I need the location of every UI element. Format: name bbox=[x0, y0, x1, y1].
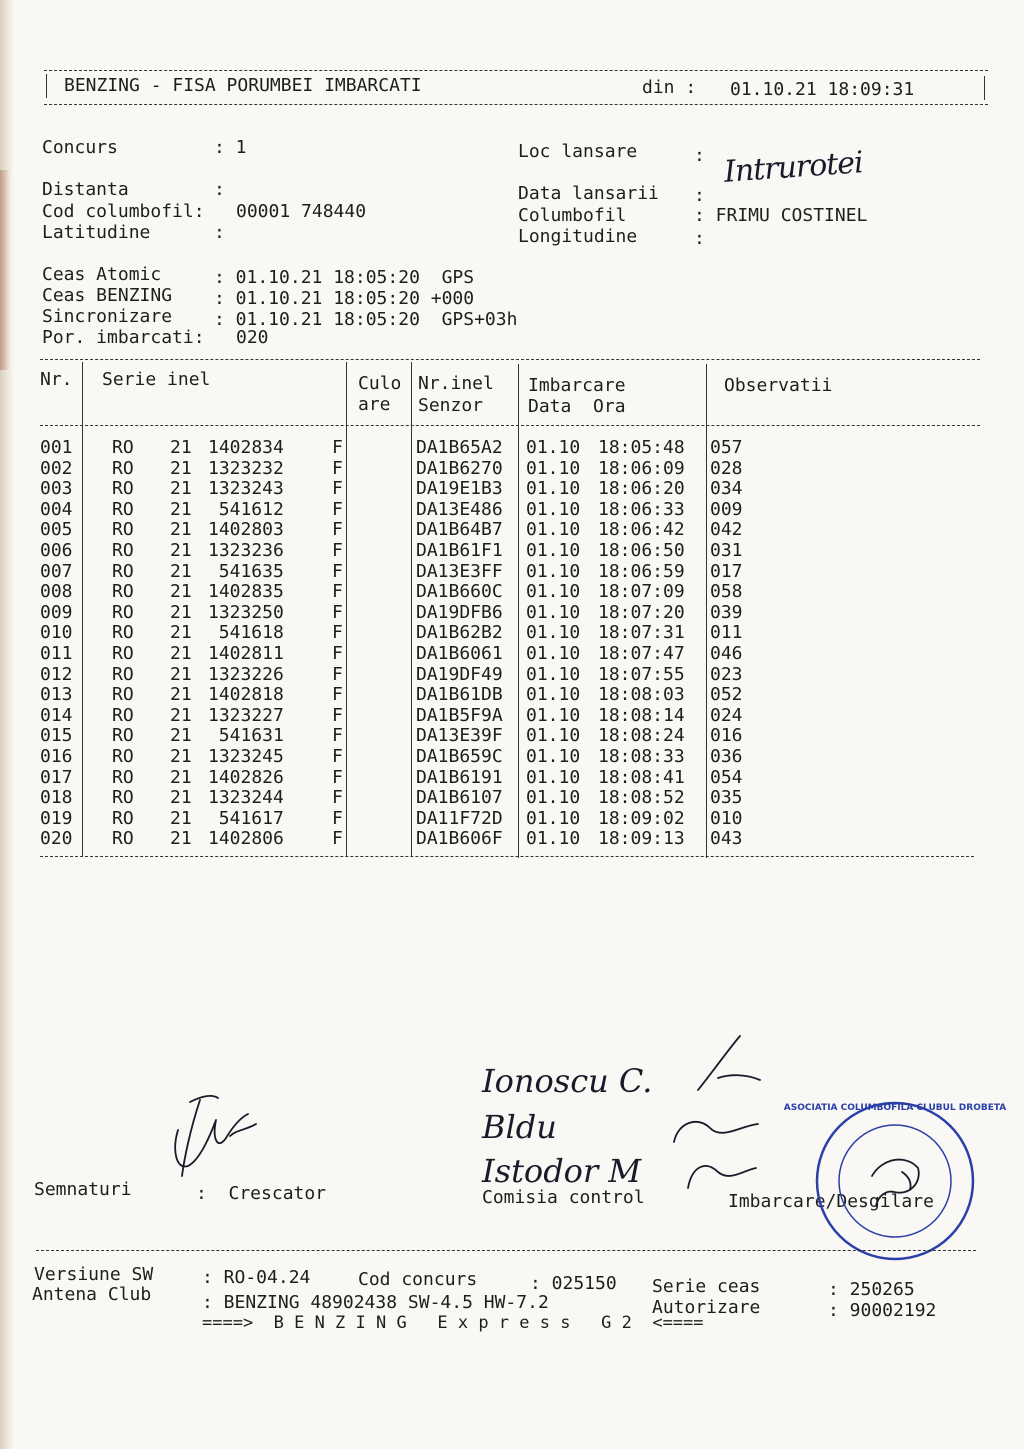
row-time: 18:06:20 bbox=[598, 478, 685, 500]
row-observation: 043 bbox=[710, 828, 743, 850]
data-lansarii-label: Data lansarii bbox=[518, 183, 659, 204]
autorizare-label: Autorizare bbox=[652, 1297, 761, 1318]
row-ring-number: 1323250 bbox=[208, 601, 284, 623]
row-date: 01.10 bbox=[526, 643, 581, 664]
row-ring-number: 541635 bbox=[218, 560, 284, 582]
row-country: RO bbox=[112, 787, 134, 809]
row-year: 21 bbox=[170, 684, 192, 706]
col-header-data-ora: Data Ora bbox=[528, 396, 626, 417]
row-sensor: DA13E39F bbox=[416, 725, 503, 747]
row-sex: F bbox=[332, 560, 343, 582]
commission-name-1: Ionoscu C. bbox=[482, 1062, 653, 1100]
row-observation: 035 bbox=[710, 787, 743, 809]
row-nr: 005 bbox=[40, 519, 73, 541]
table-row bbox=[0, 747, 1024, 767]
row-sensor: DA13E486 bbox=[416, 498, 503, 520]
row-sensor: DA19DFB6 bbox=[416, 601, 503, 623]
row-observation: 058 bbox=[710, 581, 743, 603]
row-country: RO bbox=[112, 540, 134, 561]
concurs-value: : 1 bbox=[214, 137, 247, 158]
row-time: 18:08:33 bbox=[598, 746, 685, 767]
cod-concurs-value: : 025150 bbox=[530, 1273, 617, 1294]
row-date: 01.10 bbox=[526, 787, 581, 809]
table-row bbox=[0, 644, 1024, 664]
row-nr: 009 bbox=[40, 601, 73, 623]
row-date: 01.10 bbox=[526, 519, 581, 541]
row-year: 21 bbox=[170, 457, 192, 479]
row-nr: 015 bbox=[40, 725, 73, 747]
row-year: 21 bbox=[170, 807, 192, 829]
row-observation: 046 bbox=[710, 643, 743, 664]
row-sex: F bbox=[332, 807, 343, 829]
row-observation: 010 bbox=[710, 807, 743, 829]
table-row bbox=[0, 479, 1024, 499]
row-nr: 013 bbox=[40, 684, 73, 706]
cod-columbofil-label: Cod columbofil: bbox=[42, 201, 205, 222]
row-country: RO bbox=[112, 746, 134, 767]
row-sensor: DA1B6061 bbox=[416, 643, 503, 664]
row-sensor: DA1B6270 bbox=[416, 457, 503, 479]
row-observation: 057 bbox=[710, 437, 743, 458]
ceas-atomic-label: Ceas Atomic bbox=[42, 264, 162, 285]
antena-club-label: Antena Club bbox=[32, 1284, 152, 1305]
col-header-serie-inel: Serie inel bbox=[102, 369, 211, 390]
row-ring-number: 1402818 bbox=[208, 684, 284, 706]
row-country: RO bbox=[112, 807, 134, 829]
row-ring-number: 541618 bbox=[218, 622, 284, 644]
row-ring-number: 1402803 bbox=[208, 519, 284, 541]
row-observation: 039 bbox=[710, 601, 743, 623]
row-nr: 017 bbox=[40, 766, 73, 788]
concurs-label: Concurs bbox=[42, 137, 118, 158]
row-date: 01.10 bbox=[526, 746, 581, 767]
row-date: 01.10 bbox=[526, 828, 581, 850]
row-time: 18:07:31 bbox=[598, 622, 685, 644]
row-nr: 020 bbox=[40, 828, 73, 850]
serie-ceas-label: Serie ceas bbox=[652, 1276, 761, 1297]
row-ring-number: 1323227 bbox=[208, 704, 284, 726]
row-date: 01.10 bbox=[526, 560, 581, 582]
commission-name-3: Istodor M bbox=[482, 1152, 642, 1190]
row-year: 21 bbox=[170, 663, 192, 685]
row-sex: F bbox=[332, 498, 343, 520]
ceas-benzing-value: : 01.10.21 18:05:20 +000 bbox=[214, 288, 475, 309]
row-country: RO bbox=[112, 725, 134, 747]
row-date: 01.10 bbox=[526, 725, 581, 747]
latitudine-value: : bbox=[214, 222, 225, 243]
row-time: 18:09:13 bbox=[598, 828, 685, 850]
row-sex: F bbox=[332, 519, 343, 541]
row-sensor: DA19E1B3 bbox=[416, 478, 503, 500]
row-year: 21 bbox=[170, 560, 192, 582]
ceas-atomic-value: : 01.10.21 18:05:20 GPS bbox=[214, 267, 475, 288]
col-header-culoare-2: are bbox=[358, 394, 391, 415]
row-country: RO bbox=[112, 828, 134, 850]
row-observation: 034 bbox=[710, 478, 743, 500]
table-row bbox=[0, 459, 1024, 479]
table-row bbox=[0, 438, 1024, 458]
row-sex: F bbox=[332, 746, 343, 767]
row-country: RO bbox=[112, 519, 134, 541]
row-sex: F bbox=[332, 540, 343, 561]
row-time: 18:08:03 bbox=[598, 684, 685, 706]
row-year: 21 bbox=[170, 540, 192, 561]
row-year: 21 bbox=[170, 622, 192, 644]
row-country: RO bbox=[112, 663, 134, 685]
row-ring-number: 1402826 bbox=[208, 766, 284, 788]
col-header-imbarcare: Imbarcare bbox=[528, 375, 626, 396]
row-ring-number: 1323226 bbox=[208, 663, 284, 685]
col-header-culoare-1: Culo bbox=[358, 373, 402, 394]
row-time: 18:06:33 bbox=[598, 498, 685, 520]
row-nr: 011 bbox=[40, 643, 73, 664]
row-sensor: DA13E3FF bbox=[416, 560, 503, 582]
col-header-nr: Nr. bbox=[40, 369, 73, 390]
row-sex: F bbox=[332, 581, 343, 603]
row-date: 01.10 bbox=[526, 478, 581, 500]
crescator-label: : Crescator bbox=[196, 1183, 327, 1204]
table-row bbox=[0, 685, 1024, 705]
row-observation: 023 bbox=[710, 663, 743, 685]
row-time: 18:08:24 bbox=[598, 725, 685, 747]
table-row bbox=[0, 623, 1024, 643]
row-country: RO bbox=[112, 643, 134, 664]
table-row bbox=[0, 520, 1024, 540]
ceas-benzing-label: Ceas BENZING bbox=[42, 285, 173, 306]
row-sensor: DA1B6107 bbox=[416, 787, 503, 809]
row-sensor: DA19DF49 bbox=[416, 663, 503, 685]
por-imbarcati-label: Por. imbarcati: bbox=[42, 327, 205, 348]
row-country: RO bbox=[112, 581, 134, 603]
row-time: 18:08:52 bbox=[598, 787, 685, 809]
row-observation: 017 bbox=[710, 560, 743, 582]
commission-name-2: Bldu bbox=[482, 1108, 557, 1146]
row-date: 01.10 bbox=[526, 581, 581, 603]
distanta-value: : bbox=[214, 179, 225, 200]
crescator-signature bbox=[160, 1090, 280, 1200]
sincronizare-label: Sincronizare bbox=[42, 306, 173, 327]
row-ring-number: 541612 bbox=[218, 498, 284, 520]
table-row bbox=[0, 706, 1024, 726]
row-country: RO bbox=[112, 622, 134, 644]
row-sex: F bbox=[332, 457, 343, 479]
row-nr: 019 bbox=[40, 807, 73, 829]
row-time: 18:07:55 bbox=[598, 663, 685, 685]
row-observation: 028 bbox=[710, 457, 743, 479]
row-year: 21 bbox=[170, 725, 192, 747]
row-time: 18:07:20 bbox=[598, 601, 685, 623]
row-sensor: DA1B61DB bbox=[416, 684, 503, 706]
col-header-senzor: Senzor bbox=[418, 395, 484, 416]
row-ring-number: 1323244 bbox=[208, 787, 284, 809]
antena-club-value: : BENZING 48902438 SW-4.5 HW-7.2 bbox=[202, 1292, 549, 1313]
row-sex: F bbox=[332, 437, 343, 458]
row-nr: 012 bbox=[40, 663, 73, 685]
header-datetime: 01.10.21 18:09:31 bbox=[730, 79, 915, 100]
row-country: RO bbox=[112, 704, 134, 726]
row-year: 21 bbox=[170, 828, 192, 850]
row-observation: 031 bbox=[710, 540, 743, 561]
row-sensor: DA1B6191 bbox=[416, 766, 503, 788]
versiune-sw-value: : RO-04.24 bbox=[202, 1267, 311, 1288]
row-ring-number: 1402806 bbox=[208, 828, 284, 850]
cod-concurs-label: Cod concurs bbox=[358, 1269, 478, 1290]
row-nr: 003 bbox=[40, 478, 73, 500]
row-sensor: DA1B606F bbox=[416, 828, 503, 850]
row-observation: 036 bbox=[710, 746, 743, 767]
distanta-label: Distanta bbox=[42, 179, 129, 200]
cod-columbofil-value: 00001 748440 bbox=[236, 201, 367, 222]
row-year: 21 bbox=[170, 437, 192, 458]
row-sensor: DA1B660C bbox=[416, 581, 503, 603]
row-country: RO bbox=[112, 684, 134, 706]
table-row bbox=[0, 726, 1024, 746]
row-ring-number: 1323236 bbox=[208, 540, 284, 561]
row-ring-number: 541617 bbox=[218, 807, 284, 829]
association-stamp bbox=[783, 1096, 1007, 1266]
loc-lansare-label: Loc lansare bbox=[518, 141, 638, 162]
header-din-label: din : bbox=[642, 77, 697, 98]
versiune-sw-label: Versiune SW bbox=[34, 1264, 154, 1285]
commission-signatures bbox=[478, 1030, 778, 1200]
row-observation: 052 bbox=[710, 684, 743, 706]
row-time: 18:09:02 bbox=[598, 807, 685, 829]
stamp-text: ASOCIATIA COLUMBOFILA CLUBUL DROBETA bbox=[783, 1103, 1007, 1113]
row-year: 21 bbox=[170, 704, 192, 726]
row-sex: F bbox=[332, 643, 343, 664]
row-sex: F bbox=[332, 787, 343, 809]
row-date: 01.10 bbox=[526, 807, 581, 829]
col-header-observatii: Observatii bbox=[724, 375, 833, 396]
row-time: 18:06:59 bbox=[598, 560, 685, 582]
row-sex: F bbox=[332, 601, 343, 623]
loc-lansare-colon: : bbox=[694, 145, 705, 166]
row-date: 01.10 bbox=[526, 704, 581, 726]
row-nr: 010 bbox=[40, 622, 73, 644]
table-row bbox=[0, 562, 1024, 582]
row-date: 01.10 bbox=[526, 766, 581, 788]
row-date: 01.10 bbox=[526, 437, 581, 458]
row-year: 21 bbox=[170, 766, 192, 788]
benzing-express-banner: ====> B E N Z I N G E x p r e s s G 2 <==== bbox=[202, 1313, 704, 1333]
row-nr: 007 bbox=[40, 560, 73, 582]
row-observation: 016 bbox=[710, 725, 743, 747]
row-time: 18:06:50 bbox=[598, 540, 685, 561]
row-sex: F bbox=[332, 725, 343, 747]
row-sex: F bbox=[332, 704, 343, 726]
footer-top-rule bbox=[36, 1250, 976, 1251]
row-country: RO bbox=[112, 766, 134, 788]
columbofil-value: : FRIMU COSTINEL bbox=[694, 205, 868, 226]
row-year: 21 bbox=[170, 601, 192, 623]
row-year: 21 bbox=[170, 519, 192, 541]
row-sex: F bbox=[332, 684, 343, 706]
comisia-control-label: Comisia control bbox=[482, 1187, 645, 1208]
row-year: 21 bbox=[170, 581, 192, 603]
row-country: RO bbox=[112, 601, 134, 623]
data-lansarii-colon: : bbox=[694, 185, 705, 206]
table-row bbox=[0, 768, 1024, 788]
row-ring-number: 1323243 bbox=[208, 478, 284, 500]
row-time: 18:05:48 bbox=[598, 437, 685, 458]
table-row bbox=[0, 603, 1024, 623]
row-ring-number: 541631 bbox=[218, 725, 284, 747]
row-sensor: DA1B659C bbox=[416, 746, 503, 767]
row-sensor: DA11F72D bbox=[416, 807, 503, 829]
table-row bbox=[0, 541, 1024, 561]
table-row bbox=[0, 809, 1024, 829]
row-sex: F bbox=[332, 622, 343, 644]
row-date: 01.10 bbox=[526, 663, 581, 685]
row-ring-number: 1402835 bbox=[208, 581, 284, 603]
row-ring-number: 1323245 bbox=[208, 746, 284, 767]
row-observation: 011 bbox=[710, 622, 743, 644]
col-header-nr-inel: Nr.inel bbox=[418, 373, 494, 394]
row-year: 21 bbox=[170, 787, 192, 809]
longitudine-label: Longitudine bbox=[518, 226, 638, 247]
row-country: RO bbox=[112, 498, 134, 520]
row-ring-number: 1402834 bbox=[208, 437, 284, 458]
row-nr: 004 bbox=[40, 498, 73, 520]
row-sensor: DA1B65A2 bbox=[416, 437, 503, 458]
row-sensor: DA1B61F1 bbox=[416, 540, 503, 561]
row-time: 18:07:47 bbox=[598, 643, 685, 664]
row-sensor: DA1B64B7 bbox=[416, 519, 503, 541]
row-year: 21 bbox=[170, 746, 192, 767]
table-row bbox=[0, 582, 1024, 602]
row-observation: 042 bbox=[710, 519, 743, 541]
row-time: 18:06:42 bbox=[598, 519, 685, 541]
row-nr: 018 bbox=[40, 787, 73, 809]
row-time: 18:06:09 bbox=[598, 457, 685, 479]
semnaturi-label: Semnaturi bbox=[34, 1179, 132, 1200]
row-date: 01.10 bbox=[526, 622, 581, 644]
row-date: 01.10 bbox=[526, 457, 581, 479]
sincronizare-value: : 01.10.21 18:05:20 GPS+03h bbox=[214, 309, 518, 330]
row-nr: 001 bbox=[40, 437, 73, 458]
longitudine-colon: : bbox=[694, 228, 705, 249]
row-time: 18:08:41 bbox=[598, 766, 685, 788]
document-title: BENZING - FISA PORUMBEI IMBARCATI bbox=[64, 75, 422, 96]
row-nr: 014 bbox=[40, 704, 73, 726]
columbofil-label: Columbofil bbox=[518, 205, 627, 226]
row-nr: 006 bbox=[40, 540, 73, 561]
row-date: 01.10 bbox=[526, 498, 581, 520]
row-sex: F bbox=[332, 478, 343, 500]
row-observation: 024 bbox=[710, 704, 743, 726]
row-observation: 009 bbox=[710, 498, 743, 520]
row-nr: 002 bbox=[40, 457, 73, 479]
row-date: 01.10 bbox=[526, 684, 581, 706]
row-date: 01.10 bbox=[526, 540, 581, 561]
table-row bbox=[0, 665, 1024, 685]
row-sex: F bbox=[332, 766, 343, 788]
row-year: 21 bbox=[170, 478, 192, 500]
latitudine-label: Latitudine bbox=[42, 222, 151, 243]
por-imbarcati-value: 020 bbox=[236, 327, 269, 348]
row-nr: 008 bbox=[40, 581, 73, 603]
row-country: RO bbox=[112, 478, 134, 500]
row-sex: F bbox=[332, 663, 343, 685]
table-row bbox=[0, 500, 1024, 520]
autorizare-value: : 90002192 bbox=[828, 1300, 937, 1321]
row-year: 21 bbox=[170, 498, 192, 520]
row-observation: 054 bbox=[710, 766, 743, 788]
table-row bbox=[0, 788, 1024, 808]
row-time: 18:07:09 bbox=[598, 581, 685, 603]
row-country: RO bbox=[112, 560, 134, 582]
serie-ceas-value: : 250265 bbox=[828, 1279, 915, 1300]
row-sex: F bbox=[332, 828, 343, 850]
row-country: RO bbox=[112, 437, 134, 458]
imbarcare-desgilare-label: Imbarcare/Desgilare bbox=[728, 1191, 934, 1212]
table-row bbox=[0, 829, 1024, 849]
row-nr: 016 bbox=[40, 746, 73, 767]
loc-lansare-handwritten: Intrurotei bbox=[722, 145, 864, 190]
row-sensor: DA1B62B2 bbox=[416, 622, 503, 644]
row-date: 01.10 bbox=[526, 601, 581, 623]
row-year: 21 bbox=[170, 643, 192, 664]
table-bottom-rule bbox=[40, 856, 974, 857]
row-sensor: DA1B5F9A bbox=[416, 704, 503, 726]
row-ring-number: 1323232 bbox=[208, 457, 284, 479]
row-time: 18:08:14 bbox=[598, 704, 685, 726]
row-country: RO bbox=[112, 457, 134, 479]
row-ring-number: 1402811 bbox=[208, 643, 284, 664]
